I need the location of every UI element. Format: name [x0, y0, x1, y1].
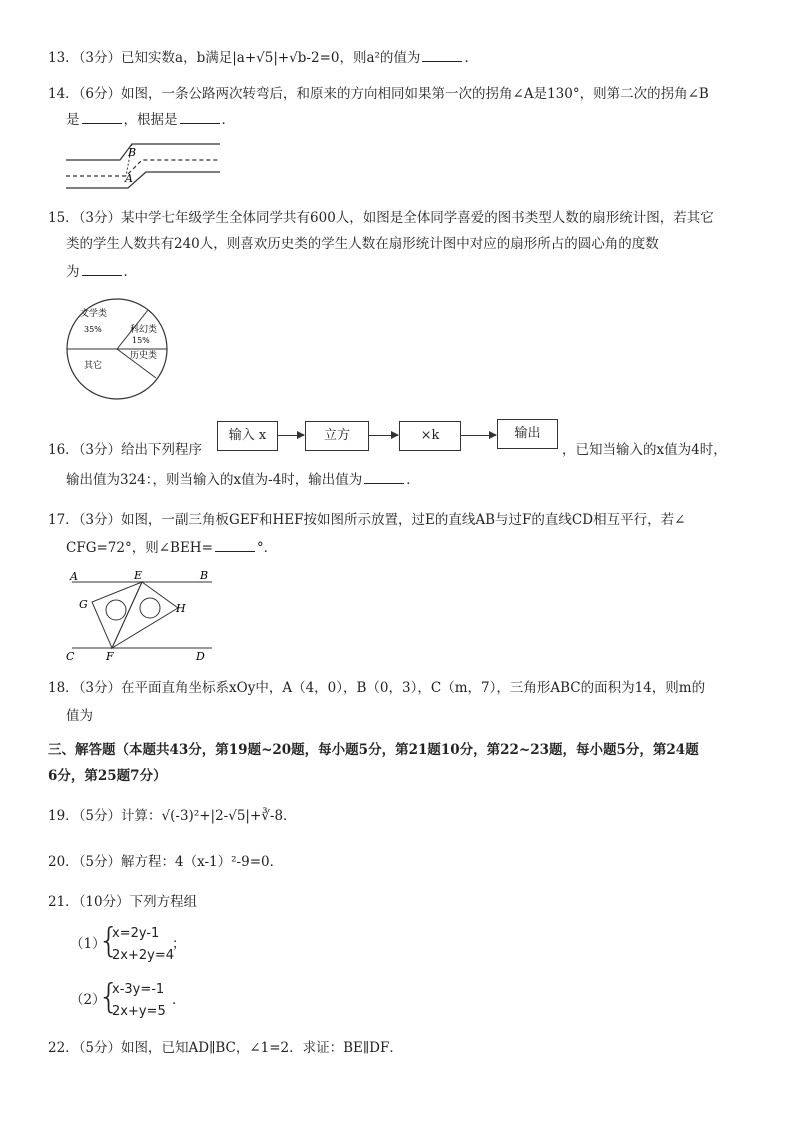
q-score: （3分）: [78, 512, 122, 528]
q-text: 给出下列程序: [121, 442, 203, 458]
system-1-end: ；: [172, 936, 186, 952]
flow-arrow: [277, 435, 304, 436]
fig-label-C: C: [66, 650, 75, 663]
question-14: [48, 84, 709, 104]
fig-label-a: A: [125, 172, 133, 185]
fig-label-b: B: [128, 146, 137, 159]
q-text: 在平面直角坐标系xOy中，A（4，0），B（0，3），C（m，7），三角形ABC的面积为14，则m的: [121, 680, 706, 696]
fig-label-A: A: [70, 570, 78, 583]
pie-label-literature-pct: 35%: [84, 325, 102, 334]
fig-label-B: B: [200, 569, 209, 582]
q-score: （6分）: [78, 86, 122, 102]
question-17: [48, 510, 685, 530]
question-18-line2: [66, 706, 93, 726]
flow-arrow: [460, 435, 496, 436]
answer-blank[interactable]: [180, 111, 220, 124]
pie-label-scifi-pct: 15%: [132, 336, 150, 345]
flow-box-multiply: ×k: [399, 421, 461, 451]
question-14-line2: [66, 110, 235, 130]
q-score: （10分）: [78, 894, 130, 910]
q-number: 21．: [48, 894, 79, 910]
flow-arrow: [368, 435, 398, 436]
q-text: 如图，一副三角板GEF和HEF按如图所示放置，过E的直线AB与过F的直线CD相互平行，若∠: [121, 512, 686, 528]
flow-box-cube: 立方: [305, 421, 369, 451]
q-text: 某中学七年级学生全体同学共有600人，如图是全体同学喜爱的图书类型人数的扇形统计图，若其它: [121, 210, 714, 226]
road-figure: [64, 140, 224, 190]
q-score: （3分）: [78, 442, 122, 458]
q-end: ．: [123, 264, 137, 280]
fig-label-G: G: [79, 598, 88, 611]
fig-label-E: E: [134, 569, 143, 582]
q-text: ，根据是: [123, 112, 178, 128]
flow-box-input: 输入 x: [217, 421, 278, 451]
q-number: 16．: [48, 442, 79, 458]
answer-blank[interactable]: [215, 539, 255, 552]
q-text: ，已知当输入的x值为4时，: [562, 442, 727, 458]
q-number: 15．: [48, 210, 79, 226]
question-15-line2: [66, 234, 659, 254]
q-number: 22．: [48, 1040, 79, 1056]
q-end: ．: [464, 50, 478, 66]
q-score: （5分）: [78, 854, 122, 870]
answer-blank[interactable]: [82, 263, 122, 276]
question-13: [48, 48, 478, 68]
q-text: 解方程：4（x-1）²-9=0．: [121, 854, 284, 870]
pie-label-other: 其它: [84, 361, 103, 371]
section-3-title-line2: [48, 766, 167, 786]
pie-chart-figure: [64, 296, 170, 402]
fig-label-H: H: [176, 602, 186, 615]
question-18: [48, 678, 705, 698]
q-text: 如图，一条公路两次转弯后，和原来的方向相同如果第一次的拐角∠A是130°，则第二次的拐角∠B: [121, 86, 709, 102]
flow-box-output: 输出: [497, 419, 558, 449]
question-16: [48, 440, 202, 460]
q-text: 如图，已知AD∥BC，∠1=2．求证：BE∥DF．: [121, 1040, 403, 1056]
question-21: [48, 892, 197, 912]
q-end: ．: [283, 808, 297, 824]
pie-label-history: 历史类: [130, 351, 158, 361]
section-title-text: 三、解答题（本题共43分，第19题~20题，每小题5分，第21题10分，第22~23题，每小题5分，第24题: [48, 742, 699, 758]
equation: x-3y=-1: [112, 982, 165, 997]
system-1: [112, 923, 174, 967]
question-20: [48, 852, 283, 872]
q-text: CFG=72°，则∠BEH=: [66, 540, 213, 556]
q-text: 计算：: [121, 808, 162, 824]
q-end: °．: [256, 540, 278, 556]
q-number: 19．: [48, 808, 79, 824]
q-score: （5分）: [78, 1040, 122, 1056]
q-end: ．: [406, 472, 420, 488]
system-2-end: ．: [172, 992, 186, 1008]
q-score: （3分）: [78, 210, 122, 226]
q-text: 值为: [66, 708, 93, 724]
q-text: 已知实数a，b满足|a+√5|+√b-2=0，则a²的值为: [121, 50, 421, 66]
question-16-line2: [66, 470, 420, 490]
q-number: 20．: [48, 854, 79, 870]
answer-blank[interactable]: [364, 471, 404, 484]
q-text: 是: [66, 112, 80, 128]
system-2: [112, 979, 166, 1023]
q-text: 输出值为324：，则当输入的x值为-4时，输出值为: [66, 472, 363, 488]
question-16-after: [562, 440, 727, 460]
pie-label-scifi: 科幻类: [130, 325, 158, 335]
section-3-title: [48, 740, 699, 760]
system-1-label: （1）: [70, 936, 106, 952]
q-text: 下列方程组: [129, 894, 198, 910]
answer-blank[interactable]: [422, 49, 462, 62]
fig-label-D: D: [196, 650, 205, 663]
q-end: ．: [221, 112, 235, 128]
brace-icon: {: [98, 977, 120, 1017]
q-score: （3分）: [78, 680, 122, 696]
math-expression: √(-3)²+|2-√5|+∛-8: [161, 808, 284, 824]
pie-label-literature: 文学类: [80, 309, 108, 319]
brace-icon: {: [98, 921, 120, 961]
fig-label-F: F: [106, 650, 114, 663]
system-2-label: （2）: [70, 992, 106, 1008]
section-title-text: 6分，第25题7分）: [48, 768, 167, 784]
q-number: 17．: [48, 512, 79, 528]
equation: x=2y-1: [112, 926, 160, 941]
triangles-figure: [62, 566, 222, 666]
q-score: （3分）: [78, 50, 122, 66]
question-22: [48, 1038, 403, 1058]
q-number: 18．: [48, 680, 79, 696]
answer-blank[interactable]: [82, 111, 122, 124]
equation: 2x+y=5: [112, 1004, 166, 1019]
question-17-line2: [66, 538, 277, 558]
q-number: 13．: [48, 50, 79, 66]
q-score: （5分）: [78, 808, 122, 824]
q-text: 为: [66, 264, 80, 280]
q-number: 14．: [48, 86, 79, 102]
question-15: [48, 208, 714, 228]
question-19: [48, 806, 297, 826]
q-text: 类的学生人数共有240人，则喜欢历史类的学生人数在扇形统计图中对应的扇形所占的圆心角的度数: [66, 236, 659, 252]
equation: 2x+2y=4: [112, 948, 174, 963]
question-15-line3: [66, 262, 137, 282]
